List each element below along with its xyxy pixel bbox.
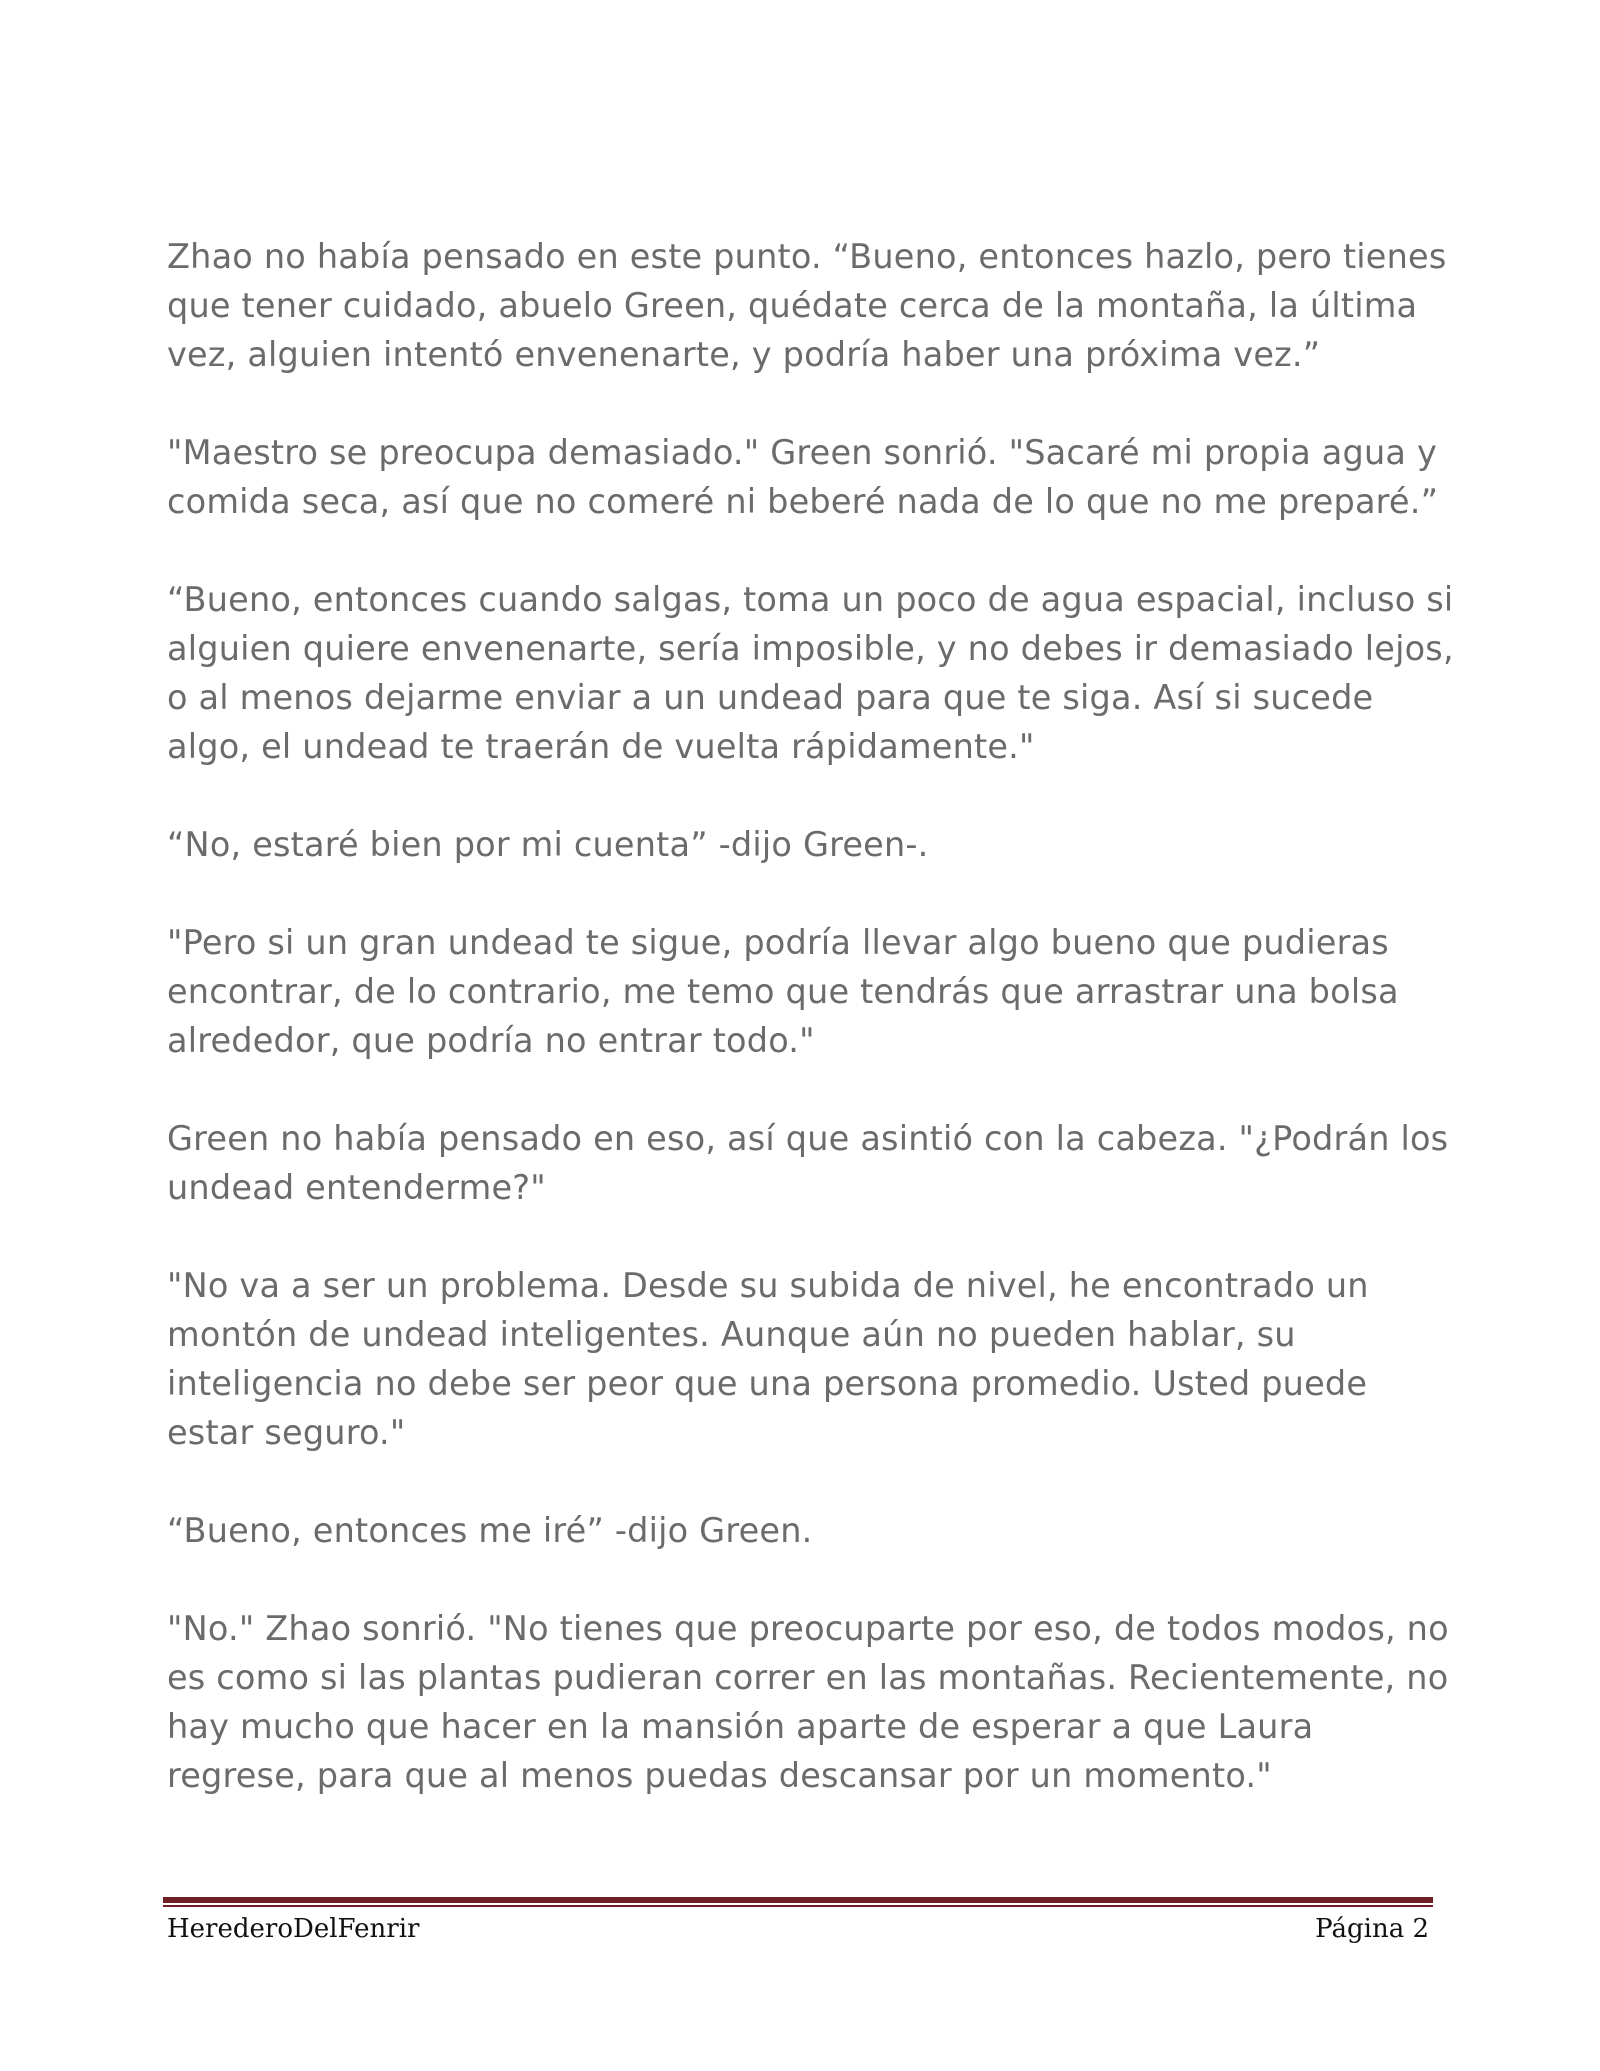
paragraph: Zhao no había pensado en este punto. “Bueno, entonces hazlo, pero tienes que tener cuidado, abuelo Green, quédate cerca de la montaña, la última vez, alguien intentó envenenarte, y podría haber una próxima vez.” xyxy=(167,237,1447,374)
footer-divider-thick-line xyxy=(163,1897,1433,1903)
paragraph: "Pero si un gran undead te sigue, podría llevar algo bueno que pudieras encontrar, de lo contrario, me temo que tendrás que arrastrar una bolsa alrededor, que podría no entrar todo." xyxy=(167,923,1399,1060)
page-footer xyxy=(167,1909,1429,1949)
footer-page-number: Página 2 xyxy=(1315,1914,1429,1944)
paragraph: "No va a ser un problema. Desde su subida de nivel, he encontrado un montón de undead inteligentes. Aunque aún no pueden hablar, su inteligencia no debe ser peor que una persona promedio. Usted puede estar seguro." xyxy=(167,1266,1369,1452)
footer-divider xyxy=(163,1897,1433,1907)
footer-author: HerederoDelFenrir xyxy=(167,1914,420,1944)
paragraph: "Maestro se preocupa demasiado." Green sonrió. "Sacaré mi propia agua y comida seca, así que no comeré ni beberé nada de lo que no me preparé.” xyxy=(167,433,1439,521)
paragraph: “Bueno, entonces cuando salgas, toma un poco de agua espacial, incluso si alguien quiere envenenarte, sería imposible, y no debes ir demasiado lejos, o al menos dejarme enviar a un undead para que te siga. Así si sucede algo, el undead te traerán de vuelta rápidamente." xyxy=(167,580,1454,766)
document-body xyxy=(167,232,1457,1800)
footer-divider-thin-line xyxy=(163,1905,1433,1907)
paragraph: “Bueno, entonces me iré” -dijo Green. xyxy=(167,1511,813,1550)
paragraph: “No, estaré bien por mi cuenta” -dijo Green-. xyxy=(167,825,929,864)
paragraph: Green no había pensado en eso, así que asintió con la cabeza. "¿Podrán los undead entenderme?" xyxy=(167,1119,1449,1207)
paragraph: "No." Zhao sonrió. "No tienes que preocuparte por eso, de todos modos, no es como si las plantas pudieran correr en las montañas. Recientemente, no hay mucho que hacer en la mansión aparte de esperar a que Laura regrese, para que al menos puedas descansar por un momento." xyxy=(167,1609,1449,1795)
